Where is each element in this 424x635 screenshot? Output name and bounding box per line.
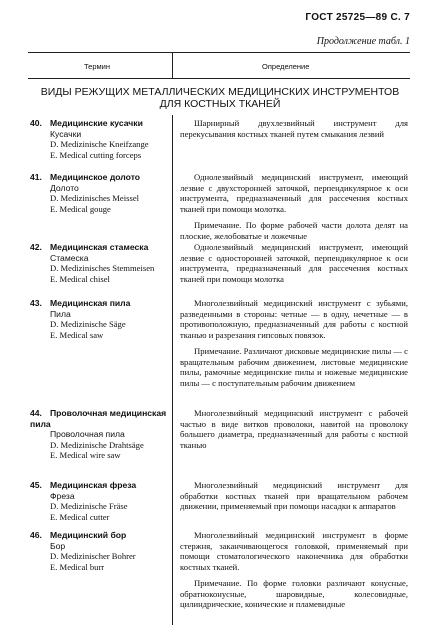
- term-english: E. Medical wire saw: [50, 450, 121, 460]
- term-short-form: Пила: [50, 308, 71, 319]
- term-german: D. Medizinischer Bohrer: [50, 551, 136, 561]
- term-short-form: Бор: [50, 540, 66, 551]
- term-short-form: Долото: [50, 182, 79, 193]
- term-number: 42.: [30, 242, 42, 252]
- term-entry-45: [30, 480, 170, 522]
- standard-number: ГОСТ 25725—89 С. 7: [305, 12, 410, 23]
- term-german: D. Medizinische Drahtsäge: [50, 439, 144, 450]
- term-english: E. Medical cutting forceps: [50, 149, 142, 160]
- term-entry-41: [30, 172, 170, 214]
- term-entry-44: [30, 408, 170, 461]
- term-number: 40.: [30, 118, 42, 128]
- term-german: D. Medizinisches Meissel: [50, 193, 140, 203]
- term-short-form: Кусачки: [50, 128, 82, 139]
- term-number: 44.: [30, 408, 42, 418]
- term-name: Проволочная медицинская пила: [30, 408, 167, 429]
- term-english: E. Medical burr: [50, 561, 105, 572]
- definition-note: Примечание. Различают дисковые медицинские пилы — с вращательным рабочим движением, листовые медицинские пилы, рамочные медицинские пилы и ножевые медицинские пилы — с поступательным рабочим движением: [180, 346, 408, 388]
- term-name: Медицинский бор: [50, 530, 127, 540]
- term-english: E. Medical chisel: [50, 273, 110, 284]
- term-name: Медицинские кусачки: [50, 118, 143, 128]
- definition-text: Многолезвийный медицинский инструмент с зубьями, разведенными в стороны: четные — в одну, нечетные — в противоположную, предназначенный для работы с костной тканью и разрезания гипсовых повязок.: [180, 298, 408, 340]
- definition-text: Однолезвийный медицинский инструмент, имеющий лезвие с односторонней заточкой, перпендикулярное к оси инструмента, предназначенный для рассечения костных тканей при помощи молотка: [180, 242, 408, 284]
- term-english: E. Medical gouge: [50, 203, 111, 214]
- term-short-form: Стамеска: [50, 252, 89, 263]
- term-name: Медицинская стамеска: [50, 242, 149, 252]
- table-header-rule: [28, 78, 410, 79]
- column-header-term: Термин: [84, 62, 110, 71]
- definition-entry-46: [180, 530, 408, 616]
- term-german: D. Medizinisches Stemmeisen: [50, 263, 155, 273]
- term-entry-46: [30, 530, 170, 572]
- term-name: Медицинская пила: [50, 298, 131, 308]
- definition-text: Многолезвийный медицинский инструмент с рабочей частью в виде витков проволоки, навитой на проволоку большего диаметра, предназначенный для работы с костной тканью: [180, 408, 408, 450]
- term-number: 46.: [30, 530, 42, 540]
- definition-entry-41: [180, 172, 408, 247]
- definition-note: Примечание. По форме головки различают конусные, обратноконусные, шаровидные, колесовидные, цилиндрические, конические и пламевидные: [180, 578, 408, 609]
- term-entry-40: [30, 118, 170, 160]
- term-short-form: Фреза: [50, 490, 75, 501]
- term-number: 45.: [30, 480, 42, 490]
- table-column-divider-header: [172, 52, 173, 78]
- table-column-divider-body: [172, 115, 173, 625]
- term-entry-42: [30, 242, 170, 284]
- table-continuation-label: Продолжение табл. 1: [316, 36, 410, 47]
- definition-entry-45: [180, 480, 408, 518]
- term-name: Медицинское долото: [50, 172, 141, 182]
- definition-text: Многолезвийный медицинский инструмент для обработки костных тканей при вращательном рабочем движении, применяемый при помощи насадки к аппаратов: [180, 480, 408, 511]
- definition-entry-43: [180, 298, 408, 394]
- term-english: E. Medical saw: [50, 329, 104, 340]
- definition-text: Шарнирный двухлезвийный инструмент для перекусывания костных тканей путем смыкания лезвий: [180, 118, 408, 139]
- definition-text: Однолезвийный медицинский инструмент, имеющий лезвие с двухсторонней заточкой, перпендикулярное к оси инструмента, предназначенный для рассечения костных тканей при помощи молотка.: [180, 172, 408, 214]
- column-header-definition: Определение: [262, 62, 310, 71]
- term-short-form: Проволочная пила: [50, 429, 125, 439]
- term-english: E. Medical cutter: [50, 511, 110, 522]
- term-german: D. Medizinische Säge: [50, 319, 126, 329]
- term-german: D. Medizinische Fräse: [50, 501, 128, 511]
- table-top-rule: [28, 52, 410, 53]
- definition-note: Примечание. По форме рабочей части долота делят на плоские, желобоватые и ложечные: [180, 220, 408, 241]
- section-title: ВИДЫ РЕЖУЩИХ МЕТАЛЛИЧЕСКИХ МЕДИЦИНСКИХ ИНСТРУМЕНТОВ ДЛЯ КОСТНЫХ ТКАНЕЙ: [40, 86, 400, 110]
- term-name: Медицинская фреза: [50, 480, 137, 490]
- term-entry-43: [30, 298, 170, 340]
- definition-entry-44: [180, 408, 408, 456]
- definition-entry-40: [180, 118, 408, 145]
- term-number: 43.: [30, 298, 42, 308]
- definition-text: Многолезвийный медицинский инструмент в форме стержня, заканчивающегося головкой, применяемый при помощи стоматологического наконечника для обработки костных тканей.: [180, 530, 408, 572]
- term-german: D. Medizinische Kneifzange: [50, 139, 149, 149]
- definition-entry-42: [180, 242, 408, 290]
- term-number: 41.: [30, 172, 42, 182]
